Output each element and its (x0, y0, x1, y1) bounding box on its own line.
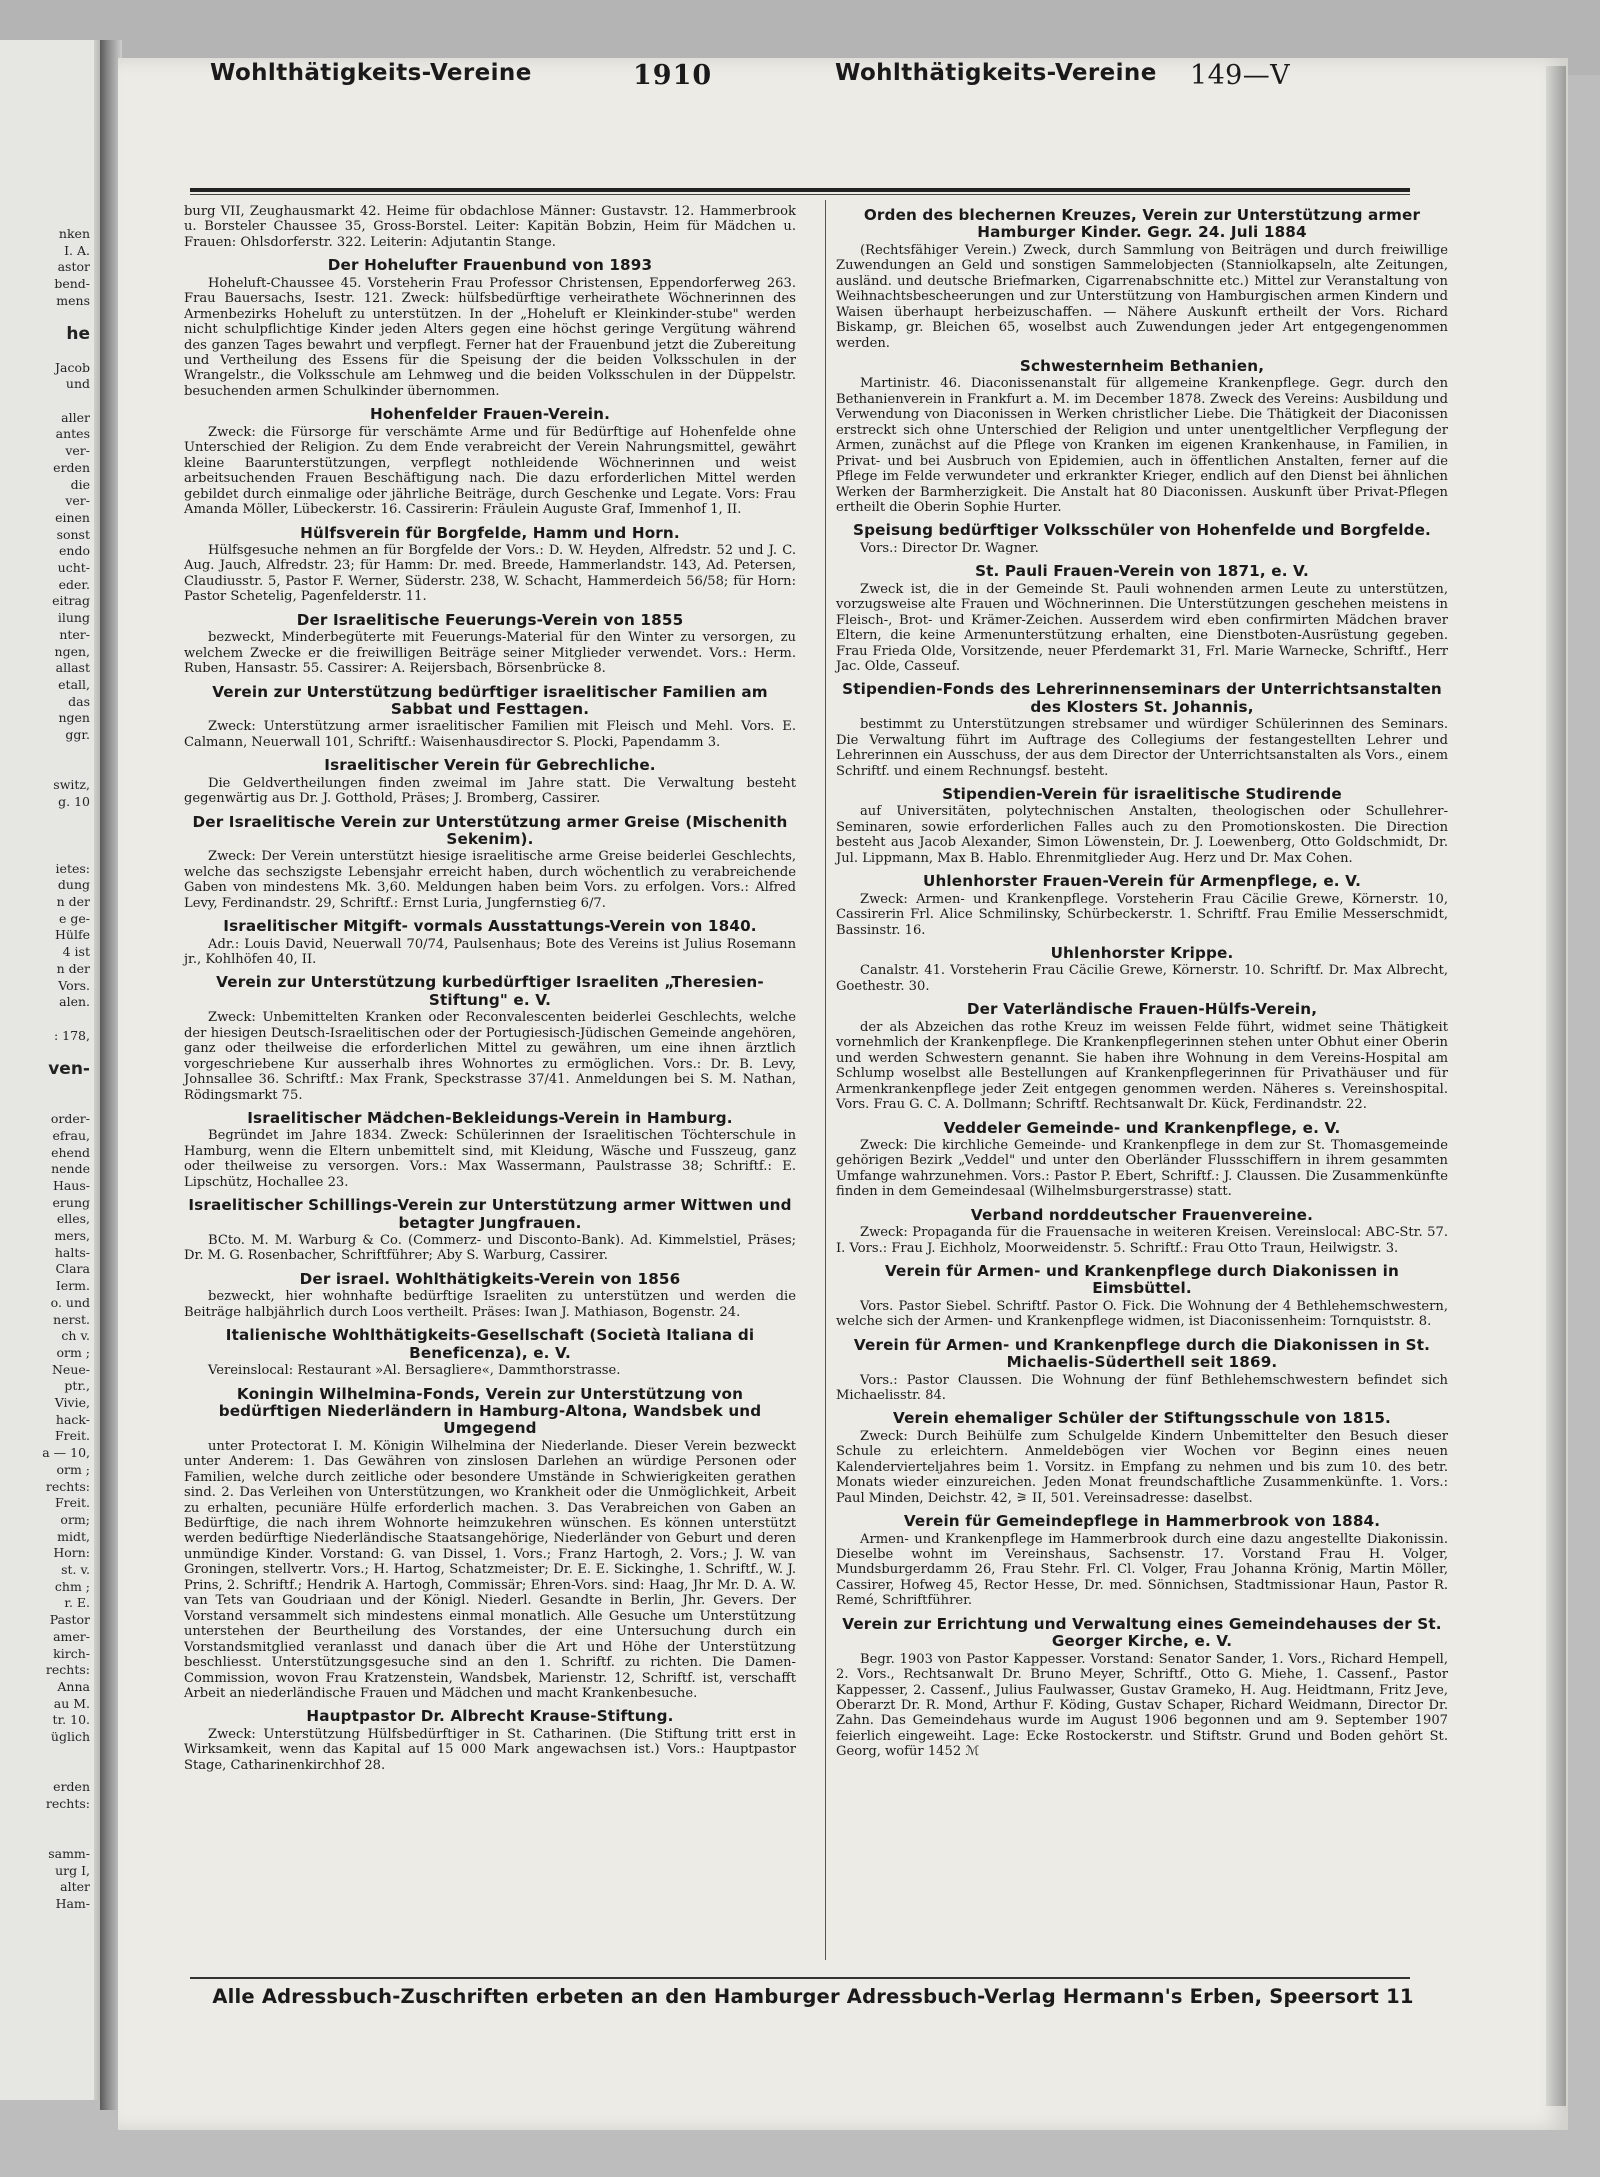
entry-text: Zweck: Durch Beihülfe zum Schulgelde Kindern Unbemittelter den Besuch dieser Schule zu erleichtern. Anmeldebögen vier Wochen vor Beginn eines neuen Kalendervierteljahres beim 1. Vorsitz. in Empfang zu nehmen und bis zum 10. des betr. Monats wieder einzureichen. Jeden Monat freundschaftliche Zusammenkünfte. 1. Vors.: Paul Minden, Deichstr. 42, ⚞ II, 501. Vereinsadresse: daselbst. (836, 1428, 1448, 1506)
facing-page-fragment: chm ; (54, 1578, 90, 1594)
entry-text: (Rechtsfähiger Verein.) Zweck, durch Sammlung von Beiträgen und durch freiwillige Zuwendungen an Geld und sonstigen Sammelobjecten (Stanniolkapseln, alte Zeitungen, ausländ. und deutsche Briefmarken, Cigarrenabschnitte etc.) Mittel zur Veranstaltung von Weihnachtsbescheerungen und zur Unterstützung von Hamburgischen armen Kindern und Waisen überhaupt herbeizuschaffen. — Nähere Auskunft ertheilt der Vors. Richard Biskamp, gr. Bleichen 65, woselbst auch Zuwendungen jeder Art entgegengenommen werden. (836, 242, 1448, 351)
header-rule-thin (190, 194, 1410, 195)
facing-page-fragment: erung (52, 1194, 90, 1210)
facing-page-fragment: endo (59, 543, 90, 559)
facing-page-fragment: orm ; (56, 1344, 90, 1360)
association-entry (836, 998, 1448, 1112)
association-entry (184, 204, 796, 250)
facing-page-fragment: efrau, (52, 1127, 90, 1143)
publisher-footer: Alle Adressbuch-Zuschriften erbeten an den Hamburger Adressbuch-Verlag Hermann's Erben, Speersort 11 (212, 1985, 1414, 2008)
entry-title: Verein zur Unterstützung kurbedürftiger Israeliten „Theresien-Stiftung" e. V. (216, 973, 764, 1009)
facing-page-fragment: amer- (53, 1628, 90, 1644)
facing-page-fragment: orm ; (56, 1461, 90, 1477)
facing-page-fragment: eitrag (52, 593, 90, 609)
facing-page-fragment: erden (53, 1779, 90, 1795)
entry-text: Vors.: Pastor Claussen. Die Wohnung der fünf Bethlehemschwestern befindet sich Michaelisstr. 84. (836, 1372, 1448, 1404)
facing-page-fragment: Freit. (54, 1495, 90, 1511)
association-entry (836, 1407, 1448, 1506)
entry-title: Italienische Wohlthätigkeits-Gesellschaft (Società Italiana di Beneficenza), e. V. (225, 1326, 755, 1362)
entry-text: unter Protectorat I. M. Königin Wilhelmina der Niederlande. Dieser Verein bezweckt unter Anderem: 1. Das Gewähren von zinslosen Darlehen an würdige Personen oder Familien, welche durch zeitliche oder besondere Umstände in Schwierigkeiten gerathen sind. 2. Das Verleihen von Unterstützungen, wo Krankheit oder die Unmöglichkeit, Arbeit zu erhalten, pecuniäre Hülfe erforderlich machen. 3. Das Verabreichen von Gaben an Bedürftige, die nach ihrem Wohnorte heimzukehren wünschen. Es können unterstützt werden bedürftige Niederländische Staatsangehörige, Niederländer von Geburt und deren unmündige Kinder. Vorstand: G. van Dissel, 1. Vors.; Franz Hartogh, 2. Vors.; J. W. van Groningen, stellvertr. Vors.; H. Hartog, Schatzmeister; Dr. E. E. Sickinghe, 1. Schriftf., W. J. Prins, 2. Schriftf.; Hendrik A. Hartogh, Commissär; Ehren-Vors. sind: Haag, Jhr Mr. D. A. W. van Tets van Goudriaan und der Königl. Niederl. Gesandte in Berlin, Jhr. Gevers. Der Vorstand versammelt sich mindestens einmal monatlich. Alle Gesuche um Unterstützung unterstehen der Beurtheilung des Vorstandes, der eine Untersuchung durch ein Vorstandsmitglied veranlasst und danach über die Art und Höhe der Unterstützung beschliesst. Unterstützungsgesuche sind an den 1. Schriftf. zu richten. Die Damen-Commission, wovon Frau Kratzenstein, Wandsbek, Marienstr. 12, Schriftf. ist, verschafft Arbeit an niederländische Frauen und Mädchen und macht Krankenbesuche. (184, 1438, 796, 1701)
association-entry (184, 609, 796, 677)
association-entry (836, 355, 1448, 515)
entry-text: der als Abzeichen das rothe Kreuz im weissen Felde führt, widmet seine Thätigkeit vornehmlich der Krankenpflege. Die Krankenpflegerinnen stehen unter Obhut einer Oberin und werden Schwestern genannt. Sie haben ihre Wohnung in dem Vereins-Hospital am Schlump woselbst alle Bestellungen auf Krankenpflegerinnen für Privathäuser und für Armenkrankenpflege jeder Zeit entgegen genommen werden. Näheres s. Vereinshospital. Vors. Frau G. C. A. Dollmann; Schriftf. Rechtsanwalt Dr. Kück, Ferdinandstr. 22. (836, 1019, 1448, 1113)
facing-page-fragment: n der (56, 960, 90, 976)
entry-text: Zweck: Der Verein unterstützt hiesige israelitische arme Greise beiderlei Geschlechts, welche das sechszigste Lebensjahr erreicht haben, durch wöchentlich zu verabreichende Gaben von mindestens Mk. 3,60. Meldungen haben beim Vors. zu erfolgen. Vors.: Alfred Levy, Ferdinandstr. 29, Schriftf.: Ernst Luria, Jungfernstieg 6/7. (184, 849, 796, 911)
entry-text: Adr.: Louis David, Neuerwall 70/74, Paulsenhaus; Bote des Vereins ist Julius Rosemann jr., Kohlhöfen 40, II. (184, 936, 796, 968)
facing-page-fragment: nken (58, 226, 90, 241)
entry-title: Der Hohelufter Frauenbund von 1893 (327, 256, 653, 275)
association-entry (184, 1194, 796, 1264)
facing-page-fragment: ietes: (55, 860, 90, 876)
entry-title: Veddeler Gemeinde- und Krankenpflege, e. V. (943, 1118, 1341, 1137)
facing-page-fragment: a — 10, (42, 1445, 90, 1461)
running-head-left: Wohlthätigkeits-Vereine (210, 60, 532, 86)
facing-page-fragment: rechts: (45, 1795, 90, 1811)
association-entry (184, 1324, 796, 1378)
running-head-right: Wohlthätigkeits-Vereine (835, 60, 1157, 86)
facing-page-fragment: elles, (56, 1211, 90, 1227)
facing-page-fragment: Vivie, (54, 1395, 90, 1410)
entry-text: Zweck: Die kirchliche Gemeinde- und Krankenpflege in dem zur St. Thomasgemeinde gehörigen Bezirk „Veddel" und unter den Oberländer Flussschiffern in ihrem gesammten Umfange wahrzunehmen. Vors.: Pastor P. Ebert, Schriftf.: J. Claussen. Die Zusammenkünfte finden in dem Gemeindesaal (Wilhelmsburgerstrasse) statt. (836, 1137, 1448, 1200)
association-entry (836, 783, 1448, 866)
facing-page-fragment: I. A. (64, 242, 90, 258)
facing-page-fragment: ch v. (61, 1328, 90, 1344)
entry-title: Verein zur Unterstützung bedürftiger israelitischer Familien am Sabbat und Festtagen. (212, 682, 768, 718)
entry-title: Verein ehemaliger Schüler der Stiftungsschule von 1815. (893, 1409, 1391, 1428)
entry-title: Verband norddeutscher Frauenvereine. (970, 1205, 1314, 1224)
entry-title: Stipendien-Fonds des Lehrerinnenseminars der Unterrichtsanstalten des Klosters St. Johannis, (842, 680, 1442, 716)
association-entry (836, 519, 1448, 556)
facing-page-fragment: tr. 10. (52, 1712, 90, 1728)
facing-page-fragment: sonst (56, 526, 90, 542)
facing-page-fragment: rechts: (45, 1662, 90, 1678)
facing-page-fragment: Freit. (54, 1428, 90, 1444)
entry-title: Speisung bedürftiger Volksschüler von Hohenfelde und Borgfelde. (853, 521, 1431, 540)
entry-title: St. Pauli Frauen-Verein von 1871, e. V. (975, 562, 1309, 581)
facing-page-fragment: midt, (57, 1528, 90, 1544)
association-entry (836, 870, 1448, 938)
facing-page-fragment: r. E. (64, 1595, 90, 1611)
facing-page-fragment: n der (56, 894, 90, 909)
entry-title: Der Israelitische Feuerungs-Verein von 1855 (296, 610, 684, 629)
entry-text: bezweckt, hier wohnhafte bedürftige Israeliten zu unterstützen und werden die Beiträge halbjährlich durch Loos vertheilt. Präses: Iwan J. Mathiason, Bogenstr. 24. (184, 1289, 796, 1320)
entry-text: bezweckt, Minderbegüterte mit Feuerungs-Material für den Winter zu versorgen, zu welchem Zwecke er die freiwilligen Beiträge seiner Mitglieder verwendet. Vors.: Herm. Ruben, Hansastr. 55. Cassirer: A. Reijersbach, Börsenbrücke 8. (184, 630, 796, 677)
association-entry (836, 204, 1448, 351)
facing-page-fragment: Ierm. (55, 1278, 90, 1294)
running-head-year: 1910 (633, 60, 713, 91)
association-entry (836, 1334, 1448, 1404)
facing-page-fragment: nerst. (53, 1311, 90, 1327)
facing-page-fragment: Ham- (55, 1896, 90, 1911)
association-entry (184, 1268, 796, 1320)
entry-text: Zweck ist, die in der Gemeinde St. Pauli wohnenden armen Leute zu unterstützen, vorzugsweise alte Frauen und Wöchnerinnen. Die Unterstützungen geschehen meistens in Fleisch-, Brot- und Krämer-Zeichen. Ausserdem wird eben confirmirten Mädchen braver Eltern, die keine Armenunterstützung erhalten, eine Dienstboten-Ausrüstung gegeben. Frau Frieda Olde, Vorsitzende, neuer Pferdemarkt 31, Frl. Marie Warnecke, Schriftf., Herr Jac. Olde, Casseuf. (836, 581, 1448, 674)
association-entry (836, 560, 1448, 674)
entry-text: bestimmt zu Unterstützungen strebsamer und würdiger Schülerinnen des Seminars. Die Verwaltung führt im Auftrage des Collegiums der festangestellten Lehrer und Lehrerinnen ein Ausschuss, der aus dem Director der Unterrichtsanstalten als Vors., einem Schriftf. und einem Rechnungsf. besteht. (836, 717, 1448, 779)
entry-title: Israelitischer Mitgift- vormals Ausstattungs-Verein von 1840. (223, 917, 757, 936)
header-rule (190, 188, 1410, 192)
facing-page-fragment: etall, (58, 676, 90, 692)
association-entry (836, 942, 1448, 994)
facing-page-fragment: st. v. (61, 1562, 90, 1577)
facing-page-fragment: aller (61, 409, 90, 425)
facing-page-fragment: bend- (54, 276, 90, 292)
facing-page-fragment: orm; (60, 1511, 90, 1527)
facing-page-fragment: eder. (58, 576, 90, 592)
facing-page-fragment: 4 ist (62, 944, 90, 960)
entry-title: Israelitischer Mädchen-Bekleidungs-Verein in Hamburg. (247, 1109, 733, 1127)
footer-rule (190, 1977, 1410, 1979)
facing-page-fragment: nter- (59, 626, 90, 642)
facing-page-fragment: allast (55, 660, 90, 676)
facing-page-fragment: ucht- (57, 560, 90, 575)
entry-text: Zweck: Unterstützung Hülfsbedürftiger in St. Catharinen. (Die Stiftung tritt erst in Wirksamkeit, wenn das Kapital auf 15 000 Mark angewachsen ist.) Vors.: Hauptpastor Stage, Catharinenkirchhof 28. (184, 1726, 796, 1773)
facing-page-fragment: hack- (55, 1411, 90, 1427)
entry-text: Begr. 1903 von Pastor Kappesser. Vorstand: Senator Sander, 1. Vors., Richard Hempell, 2. Vors., Rechtsanwalt Dr. Bruno Meyer, Schriftf., Otto G. Miehe, 1. Cassenf., Pastor Kappesser, 2. Cassenf., Julius Faulwasser, Gustav Grameko, H. Aug. Heidtmann, Fritz Jeve, Oberarzt Dr. R. Mond, Arthur F. Köding, Gustav Schaper, Richard Weidmann, Director Dr. Zahn. Das Gemeindehaus wurde im August 1906 begonnen und am 9. September 1907 feierlich eingeweiht. Lage: Ecke Rostockerstr. und Stiftstr. Grund und Boden gehört St. Georg, wofür 1452 ℳ (836, 1651, 1448, 1760)
entry-text: Hoheluft-Chaussee 45. Vorsteherin Frau Professor Christensen, Eppendorferweg 263. Frau Bauersachs, Isestr. 121. Zweck: hülfsbedürftige verheirathete Wöchnerinnen des Armenbezirks Hoheluft zu unterstützen. In der „Hoheluft er Kleinkinder-stube" werden nicht schulpflichtige Kinder jeden Alters gegen eine höchst geringe Vergütung während des ganzen Tages bewahrt und verpflegt. Ferner hat der Frauenbund jetzt die Zubereitung und Vertheilung des Essens für die Speisung der die beiden Volksschulen in der Wrangelstr., die Volksschule am Lehmweg und die beiden Volksschulen in der Düppelstr. besuchenden armen Schulkinder übernommen. (184, 275, 796, 399)
facing-page-fragment: Hülfe (55, 927, 90, 943)
facing-page-fragment: kirch- (53, 1645, 90, 1661)
entry-text: Canalstr. 41. Vorsteherin Frau Cäcilie Grewe, Körnerstr. 10. Schriftf. Dr. Max Albrecht, Goethestr. 30. (836, 963, 1448, 994)
facing-page-fragment: dung (57, 877, 90, 893)
association-entry (836, 1117, 1448, 1200)
association-entry (184, 254, 796, 399)
entry-text: auf Universitäten, polytechnischen Anstalten, theologischen oder Schullehrer-Seminaren, sowie erforderlichen Falles auch zu den Promotionskosten. Die Direction besteht aus Jacob Alexander, Simon Löwenstein, Dr. J. Loewenberg, Otto Goldschmidt, Dr. Jul. Lippmann, Max B. Hablo. Ehrenmitglieder Aug. Herz und Dr. Max Cohen. (836, 804, 1448, 866)
entry-title: Verein für Gemeindepflege in Hammerbrook von 1884. (903, 1512, 1381, 1531)
entry-title: Hülfsverein für Borgfelde, Hamm und Horn. (300, 523, 680, 542)
entry-text: Zweck: Armen- und Krankenpflege. Vorsteherin Frau Cäcilie Grewe, Körnerstr. 10, Cassirerin Frl. Alice Schmilinsky, Schürbeckerstr. 1. Schriftf. Frau Emilie Messerschmidt, Bassinstr. 16. (836, 891, 1448, 938)
facing-page-fragment: rechts: (45, 1478, 90, 1494)
facing-page-fragment: die (70, 476, 90, 492)
facing-page-fragment: au M. (53, 1695, 90, 1711)
facing-page-fragment: alen. (59, 994, 90, 1010)
facing-page-fragment: und (65, 376, 90, 392)
entry-text: burg VII, Zeughausmarkt 42. Heime für obdachlose Männer: Gustavstr. 12. Hammerbrook u. Borsteler Chaussee 35, Gross-Borstel. Leiter: Kapitän Bobzin, Heim für Mädchen u. Frauen: Ohlsdorferstr. 322. Leiterin: Adjutantin Stange. (184, 204, 796, 250)
entry-text: Armen- und Krankenpflege im Hammerbrook durch eine dazu angestellte Diakonissin. Dieselbe wohnt im Vereinshaus, Sachsenstr. 17. Vorstand Frau H. Volger, Mundsburgerdamm 26, Frau Stehr. Frl. Cl. Volger, Frau Johanna Krönig, Martin Möller, Cassirer, Hofweg 45, Rector Hesse, Dr. med. Sönnichsen, Stadtmissionar Haun, Pastor R. Remé, Schriftführer. (836, 1531, 1448, 1609)
entry-text: Vors. Pastor Siebel. Schriftf. Pastor O. Fick. Die Wohnung der 4 Bethlehemschwestern, welche sich der Armen- und Krankenpflege widmen, ist Diaconissenheim: Tornquiststr. 8. (836, 1298, 1448, 1330)
facing-page-fragment: ptr., (64, 1378, 90, 1394)
facing-page-fragment: ver- (65, 443, 90, 459)
facing-page-fragment: Anna (57, 1678, 90, 1694)
facing-page-fragment: ilung (57, 610, 90, 626)
association-entry (184, 811, 796, 912)
facing-page-fragment: üglich (50, 1729, 90, 1744)
facing-page-fragment: Jacob (55, 359, 90, 375)
association-entry (836, 1613, 1448, 1760)
facing-page-fragment: order- (50, 1111, 90, 1127)
entry-title: Der Vaterländische Frauen-Hülfs-Verein, (966, 1000, 1318, 1019)
entry-title: Uhlenhorster Frauen-Verein für Armenpflege, e. V. (922, 872, 1362, 891)
association-entry (184, 403, 796, 517)
entry-text: Zweck: Unterstützung armer israelitischer Familien mit Fleisch und Mehl. Vors. E. Calmann, Neuerwall 101, Schriftf.: Waisenhausdirector S. Plocki, Papendamm 3. (184, 719, 796, 750)
association-entry (184, 1705, 796, 1773)
entry-title: Uhlenhorster Krippe. (1050, 944, 1234, 963)
association-entry (836, 1510, 1448, 1609)
entry-text: Vors.: Director Dr. Wagner. (860, 540, 1039, 556)
entry-text: Die Geldvertheilungen finden zweimal im Jahre statt. Die Verwaltung besteht gegenwärtig aus Dr. J. Gotthold, Präses; J. Bromberg, Cassirer. (184, 775, 796, 807)
facing-page-fragment: switz, (53, 777, 90, 793)
facing-page-fragment: ngen (58, 710, 90, 726)
entry-title: Der israel. Wohlthätigkeits-Verein von 1856 (299, 1269, 681, 1288)
facing-page-fragment: ehend (51, 1144, 90, 1160)
facing-page-fragment: ngen, (54, 643, 90, 659)
entry-title: Verein zur Errichtung und Verwaltung eines Gemeindehauses der St. Georger Kirche, e. V. (842, 1614, 1442, 1651)
facing-page-fragment: urg I, (55, 1862, 90, 1878)
facing-page-fragment: g. 10 (58, 793, 90, 809)
entry-title: Israelitischer Schillings-Verein zur Unterstützung armer Wittwen und betagter Jungfrauen. (188, 1196, 792, 1232)
facing-page-fragment: nende (51, 1161, 90, 1177)
entry-title: Verein für Armen- und Krankenpflege durch die Diakonissen in St. Michaelis-Süderthell seit 1869. (853, 1335, 1431, 1372)
entry-text: Zweck: Unbemittelten Kranken oder Reconvalescenten beiderlei Geschlechts, welche der hiesigen Deutsch-Israelitischen oder der Portugiesisch-Jüdischen Gemeinde angehören, ganz oder theilweise die erforderlichen Mittel zu gewähren, um eine ihnen ärztlich vorgeschriebene Kur ausserhalb ihres Wohnortes zu ermöglichen. Vors.: Dr. B. Levy, Johnsallee 36. Schriftf.: Max Frank, Speckstrasse 37/41. Anmeldungen bei S. M. Nathan, Rödingsmarkt 75. (184, 1010, 796, 1103)
association-entry (184, 1107, 796, 1190)
facing-page-fragment: Pastor (49, 1612, 90, 1628)
association-entry (836, 1260, 1448, 1330)
facing-page-fragment: Clara (55, 1261, 90, 1277)
association-entry (184, 1383, 796, 1702)
facing-page-fragment: das (68, 693, 90, 709)
facing-page-fragment: samm- (48, 1845, 90, 1861)
entry-title: Hohenfelder Frauen-Verein. (369, 405, 611, 424)
entry-title: Hauptpastor Dr. Albrecht Krause-Stiftung. (306, 1707, 674, 1726)
page-edge-shadow (1546, 66, 1566, 2106)
entry-title: Verein für Armen- und Krankenpflege durch Diakonissen in Eimsbüttel. (884, 1262, 1400, 1298)
facing-page-edge (0, 40, 108, 2100)
entry-title: Der Israelitische Verein zur Unterstützung armer Greise (Mischenith Sekenim). (192, 812, 788, 848)
page-number: 149—V (1190, 60, 1291, 91)
association-entry (184, 681, 796, 751)
facing-page-fragment: ven- (48, 1059, 90, 1079)
entry-title: Israelitischer Verein für Gebrechliche. (324, 756, 656, 775)
facing-page-fragment: einen (55, 509, 90, 525)
association-entry (184, 971, 796, 1103)
entry-text: Zweck: die Fürsorge für verschämte Arme und für Bedürftige auf Hohenfelde ohne Unterschied der Religion. Zu dem Ende verabreicht der Verein Nahrungsmittel, gewährt kleine Baarunterstützungen, verpflegt nothleidende Wöchnerinnen und weist arbeitsuchenden Frauen Beschäftigung nach. Die dazu erforderlichen Mittel werden gebildet durch einmalige oder jährliche Beiträge, durch Geschenke und Legate. Vors: Frau Amanda Möller, Lübeckerstr. 16. Cassirerin: Fräulein Auguste Graf, Immenhof 1, II. (184, 424, 796, 518)
facing-page-fragment: antes (55, 426, 90, 442)
facing-page-fragment: astor (57, 259, 90, 275)
facing-page-fragment: he (66, 324, 90, 345)
entry-title: Stipendien-Verein für israelitische Studirende (942, 785, 1342, 804)
facing-page-fragment: e ge- (59, 910, 90, 926)
association-entry (836, 678, 1448, 779)
facing-page-fragment: Horn: (53, 1545, 90, 1561)
facing-page-fragment: o. und (50, 1294, 90, 1310)
facing-page-fragment: alter (60, 1879, 90, 1895)
facing-page-fragment: mens (56, 292, 90, 308)
right-column (836, 204, 1448, 1764)
left-column (184, 204, 796, 1777)
facing-page-fragment: Haus- (52, 1177, 90, 1193)
association-entry (184, 754, 796, 806)
entry-text: BCto. M. M. Warburg & Co. (Commerz- und Disconto-Bank). Ad. Kimmelstiel, Präses; Dr. M. G. Rosenbacher, Schriftführer; Aby S. Warburg, Cassirer. (184, 1233, 796, 1264)
association-entry (836, 1204, 1448, 1256)
association-entry (184, 915, 796, 967)
facing-page-fragment: Neue- (51, 1361, 90, 1377)
facing-page-fragment: mers, (54, 1228, 90, 1243)
column-divider (825, 200, 826, 1960)
entry-text: Vereinslocal: Restaurant »Al. Bersagliere«, Dammthorstrasse. (208, 1363, 621, 1379)
entry-title: Orden des blechernen Kreuzes, Verein zur Unterstützung armer Hamburger Kinder. Gegr. 24. Juli 1884 (863, 206, 1421, 242)
facing-page-fragment: : 178, (53, 1027, 90, 1043)
facing-page-fragment: erden (53, 459, 90, 475)
facing-page-fragment: Vors. (58, 977, 90, 993)
entry-title: Koningin Wilhelmina-Fonds, Verein zur Unterstützung von bedürftigen Niederländern in Hamburg-Altona, Wandsbek und Umgegend (218, 1384, 762, 1438)
facing-page-fragment: ggr. (65, 727, 90, 742)
entry-text: Hülfsgesuche nehmen an für Borgfelde der Vors.: D. W. Heyden, Alfredstr. 52 und J. C. Aug. Jauch, Alfredstr. 23; für Hamm: Dr. med. Breede, Hammerlandstr. 143, Ad. Petersen, Claudiusstr. 5, Pastor F. Werner, Süderstr. 238, W. Schacht, Hammerdeich 56/58; für Horn: Pastor Schetelig, Pagenfelderstr. 11. (184, 542, 796, 605)
association-entry (184, 522, 796, 605)
entry-text: Martinistr. 46. Diaconissenanstalt für allgemeine Krankenpflege. Gegr. durch den Bethanienverein in Frankfurt a. M. im December 1878. Zweck des Vereins: Ausbildung und Verwendung von Diaconissen in Werken christlicher Liebe. Die Thätigkeit der Diaconissen erstreckt sich ohne Unterschied der Religion und unter unentgeltlicher Verpflegung der Armen, zunächst auf die Pflege von Kranken im eigenen Krankenhause, in Familien, in Privat- und bei Ausbruch von Epidemien, auch in öffentlichen Anstalten, ferner auf die Pflege im Felde verwundeter und erkrankter Krieger, endlich auf den Dienst bei ähnlichen Werken der Barmherzigkeit. Die Anstalt hat 80 Diaconissen. Auskunft über Privat-Pflegen ertheilt die Oberin Sophie Hurter. (836, 376, 1448, 516)
entry-title: Schwesternheim Bethanien, (1019, 356, 1265, 375)
entry-text: Zweck: Propaganda für die Frauensache in weiteren Kreisen. Vereinslocal: ABC-Str. 57. I. Vors.: Frau J. Eichholz, Moorweidenstr. 5. Schriftf.: Frau Otto Traun, Heilwigstr. 3. (836, 1225, 1448, 1256)
facing-page-fragment: ver- (65, 493, 90, 509)
facing-page-fragment: halts- (54, 1244, 90, 1260)
entry-text: Begründet im Jahre 1834. Zweck: Schülerinnen der Israelitischen Töchterschule in Hamburg, wenn die Eltern unbemittelt sind, mit Kleidung, Wäsche und Fusszeug, ganz oder theilweise zu versorgen. Vors.: Max Wassermann, Paulstrasse 38; Schriftf.: E. Lipschütz, Hochallee 23. (184, 1128, 796, 1190)
